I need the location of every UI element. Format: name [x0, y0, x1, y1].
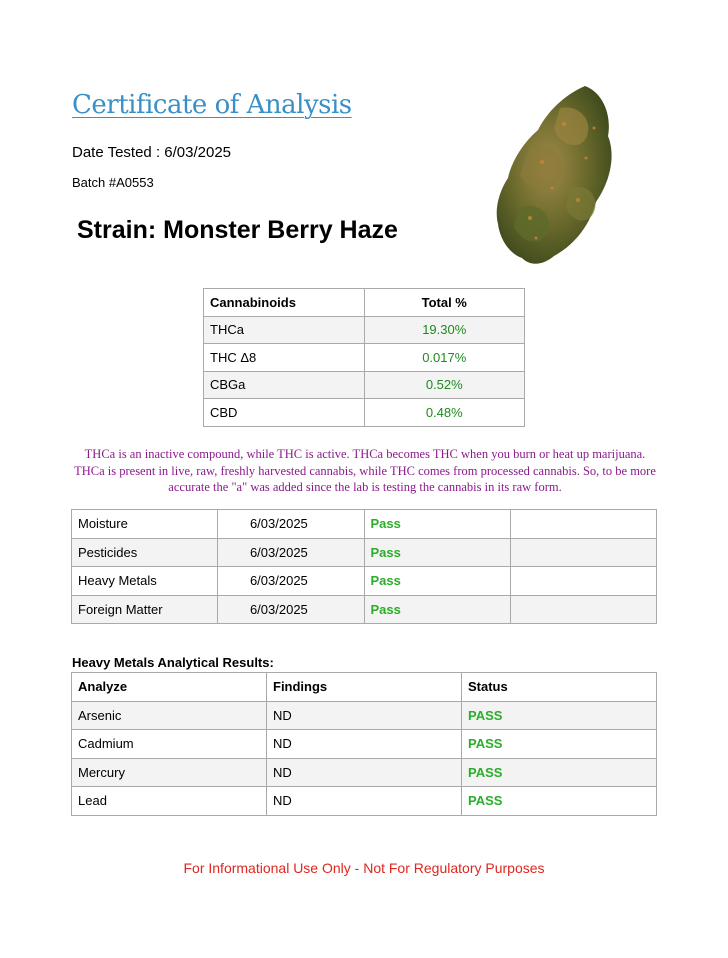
analyte-name: Cadmium: [72, 730, 267, 759]
empty-cell: [510, 538, 656, 567]
analyte-status: PASS: [462, 730, 657, 759]
analyte-finding: ND: [267, 758, 462, 787]
date-tested: Date Tested : 6/03/2025: [72, 144, 232, 161]
test-date: 6/03/2025: [218, 595, 364, 624]
cannabinoid-value: 0.017%: [364, 344, 525, 372]
cannabinoid-name: CBD: [204, 399, 365, 427]
tests-table: [71, 509, 657, 624]
cannabinoid-value: 0.48%: [364, 399, 525, 427]
analyte-status: PASS: [462, 758, 657, 787]
test-date: 6/03/2025: [218, 510, 364, 539]
document-title: Certificate of Analysis: [72, 90, 352, 120]
column-header-status: Status: [462, 673, 657, 702]
analyte-name: Arsenic: [72, 701, 267, 730]
table-row: [72, 595, 657, 624]
test-date: 6/03/2025: [218, 567, 364, 596]
analyte-finding: ND: [267, 701, 462, 730]
table-row: [72, 701, 657, 730]
disclaimer-footer: For Informational Use Only - Not For Regulatory Purposes: [183, 860, 545, 876]
table-row: [72, 538, 657, 567]
table-row: [72, 758, 657, 787]
analyte-status: PASS: [462, 701, 657, 730]
empty-cell: [510, 567, 656, 596]
cannabinoid-value: 0.52%: [364, 371, 525, 399]
column-header-analyze: Analyze: [72, 673, 267, 702]
empty-cell: [510, 510, 656, 539]
table-row: [72, 567, 657, 596]
table-row: [204, 371, 525, 399]
analyte-status: PASS: [462, 787, 657, 816]
table-header-row: [204, 289, 525, 317]
thca-explanation-note: THCa is an inactive compound, while THC is active. THCa becomes THC when you burn or heat up marijuana. THCa is present in live, raw, freshly harvested cannabis, while THC comes from processed cannabis. So, to be more accurate the "a" was added since the lab is testing the cannabis in its raw form.: [74, 447, 656, 494]
analyte-finding: ND: [267, 730, 462, 759]
cannabinoid-name: THC Δ8: [204, 344, 365, 372]
empty-cell: [510, 595, 656, 624]
table-row: [204, 399, 525, 427]
test-result: Pass: [364, 595, 510, 624]
analyte-name: Lead: [72, 787, 267, 816]
analyte-finding: ND: [267, 787, 462, 816]
test-date: 6/03/2025: [218, 538, 364, 567]
table-row: [204, 316, 525, 344]
cannabinoid-name: THCa: [204, 316, 365, 344]
test-name: Moisture: [72, 510, 218, 539]
cannabinoids-table: [203, 288, 525, 427]
column-header-findings: Findings: [267, 673, 462, 702]
table-header-row: [72, 673, 657, 702]
cannabinoid-value: 19.30%: [364, 316, 525, 344]
strain-name: Strain: Monster Berry Haze: [77, 216, 398, 244]
table-row: [204, 344, 525, 372]
table-row: [72, 787, 657, 816]
test-result: Pass: [364, 510, 510, 539]
batch-number: Batch #A0553: [72, 175, 154, 190]
table-row: [72, 730, 657, 759]
column-header-cannabinoids: Cannabinoids: [204, 289, 365, 317]
test-name: Heavy Metals: [72, 567, 218, 596]
test-name: Foreign Matter: [72, 595, 218, 624]
test-result: Pass: [364, 538, 510, 567]
table-row: [72, 510, 657, 539]
heavy-metals-table: [71, 672, 657, 816]
test-name: Pesticides: [72, 538, 218, 567]
heavy-metals-heading: Heavy Metals Analytical Results:: [72, 655, 274, 670]
cannabinoid-name: CBGa: [204, 371, 365, 399]
column-header-total: Total %: [364, 289, 525, 317]
test-result: Pass: [364, 567, 510, 596]
analyte-name: Mercury: [72, 758, 267, 787]
cannabis-bud-image: [490, 78, 620, 272]
